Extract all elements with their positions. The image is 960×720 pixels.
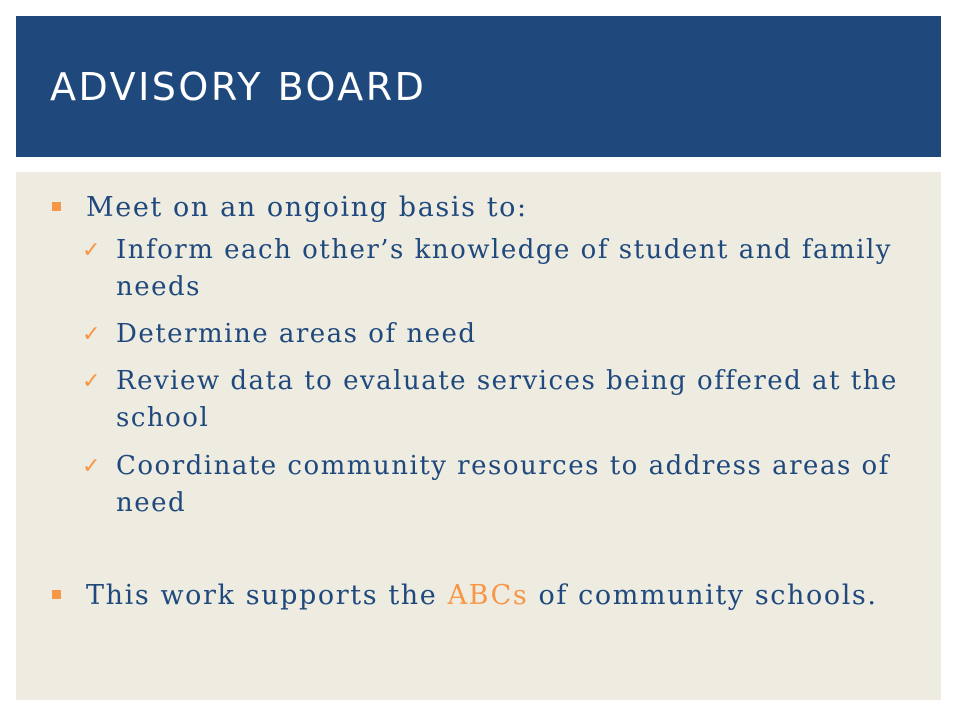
bullet-text-after: of community schools. xyxy=(528,580,878,611)
bullet-item xyxy=(86,577,906,614)
bullet-text-before: This work supports the xyxy=(86,580,448,611)
checkmark-icon: ✓ xyxy=(82,322,102,347)
orange-square-bullet-icon xyxy=(52,202,61,211)
abcs-highlight: ABCs xyxy=(447,580,529,611)
checkmark-icon: ✓ xyxy=(82,369,102,394)
title-bar xyxy=(16,16,941,157)
sub-bullet-text: Inform each other’s knowledge of student and family needs xyxy=(116,235,892,302)
sub-bullet-text: Review data to evaluate services being offered at the school xyxy=(116,366,898,433)
sub-bullet-text: Coordinate community resources to address areas of need xyxy=(116,451,890,518)
checkmark-icon: ✓ xyxy=(82,238,102,263)
bullet-text: Meet on an ongoing basis to: xyxy=(86,192,528,223)
bullet-item xyxy=(86,189,906,226)
orange-square-bullet-icon xyxy=(52,590,61,599)
sub-bullet-item xyxy=(82,448,906,522)
checkmark-icon: ✓ xyxy=(82,454,102,479)
sub-bullet-item xyxy=(82,363,906,437)
sub-bullet-item xyxy=(82,316,906,353)
slide-title: ADVISORY BOARD xyxy=(50,65,427,109)
content-area xyxy=(16,172,941,700)
sub-bullet-text: Determine areas of need xyxy=(116,319,477,349)
sub-bullet-item xyxy=(82,232,906,306)
